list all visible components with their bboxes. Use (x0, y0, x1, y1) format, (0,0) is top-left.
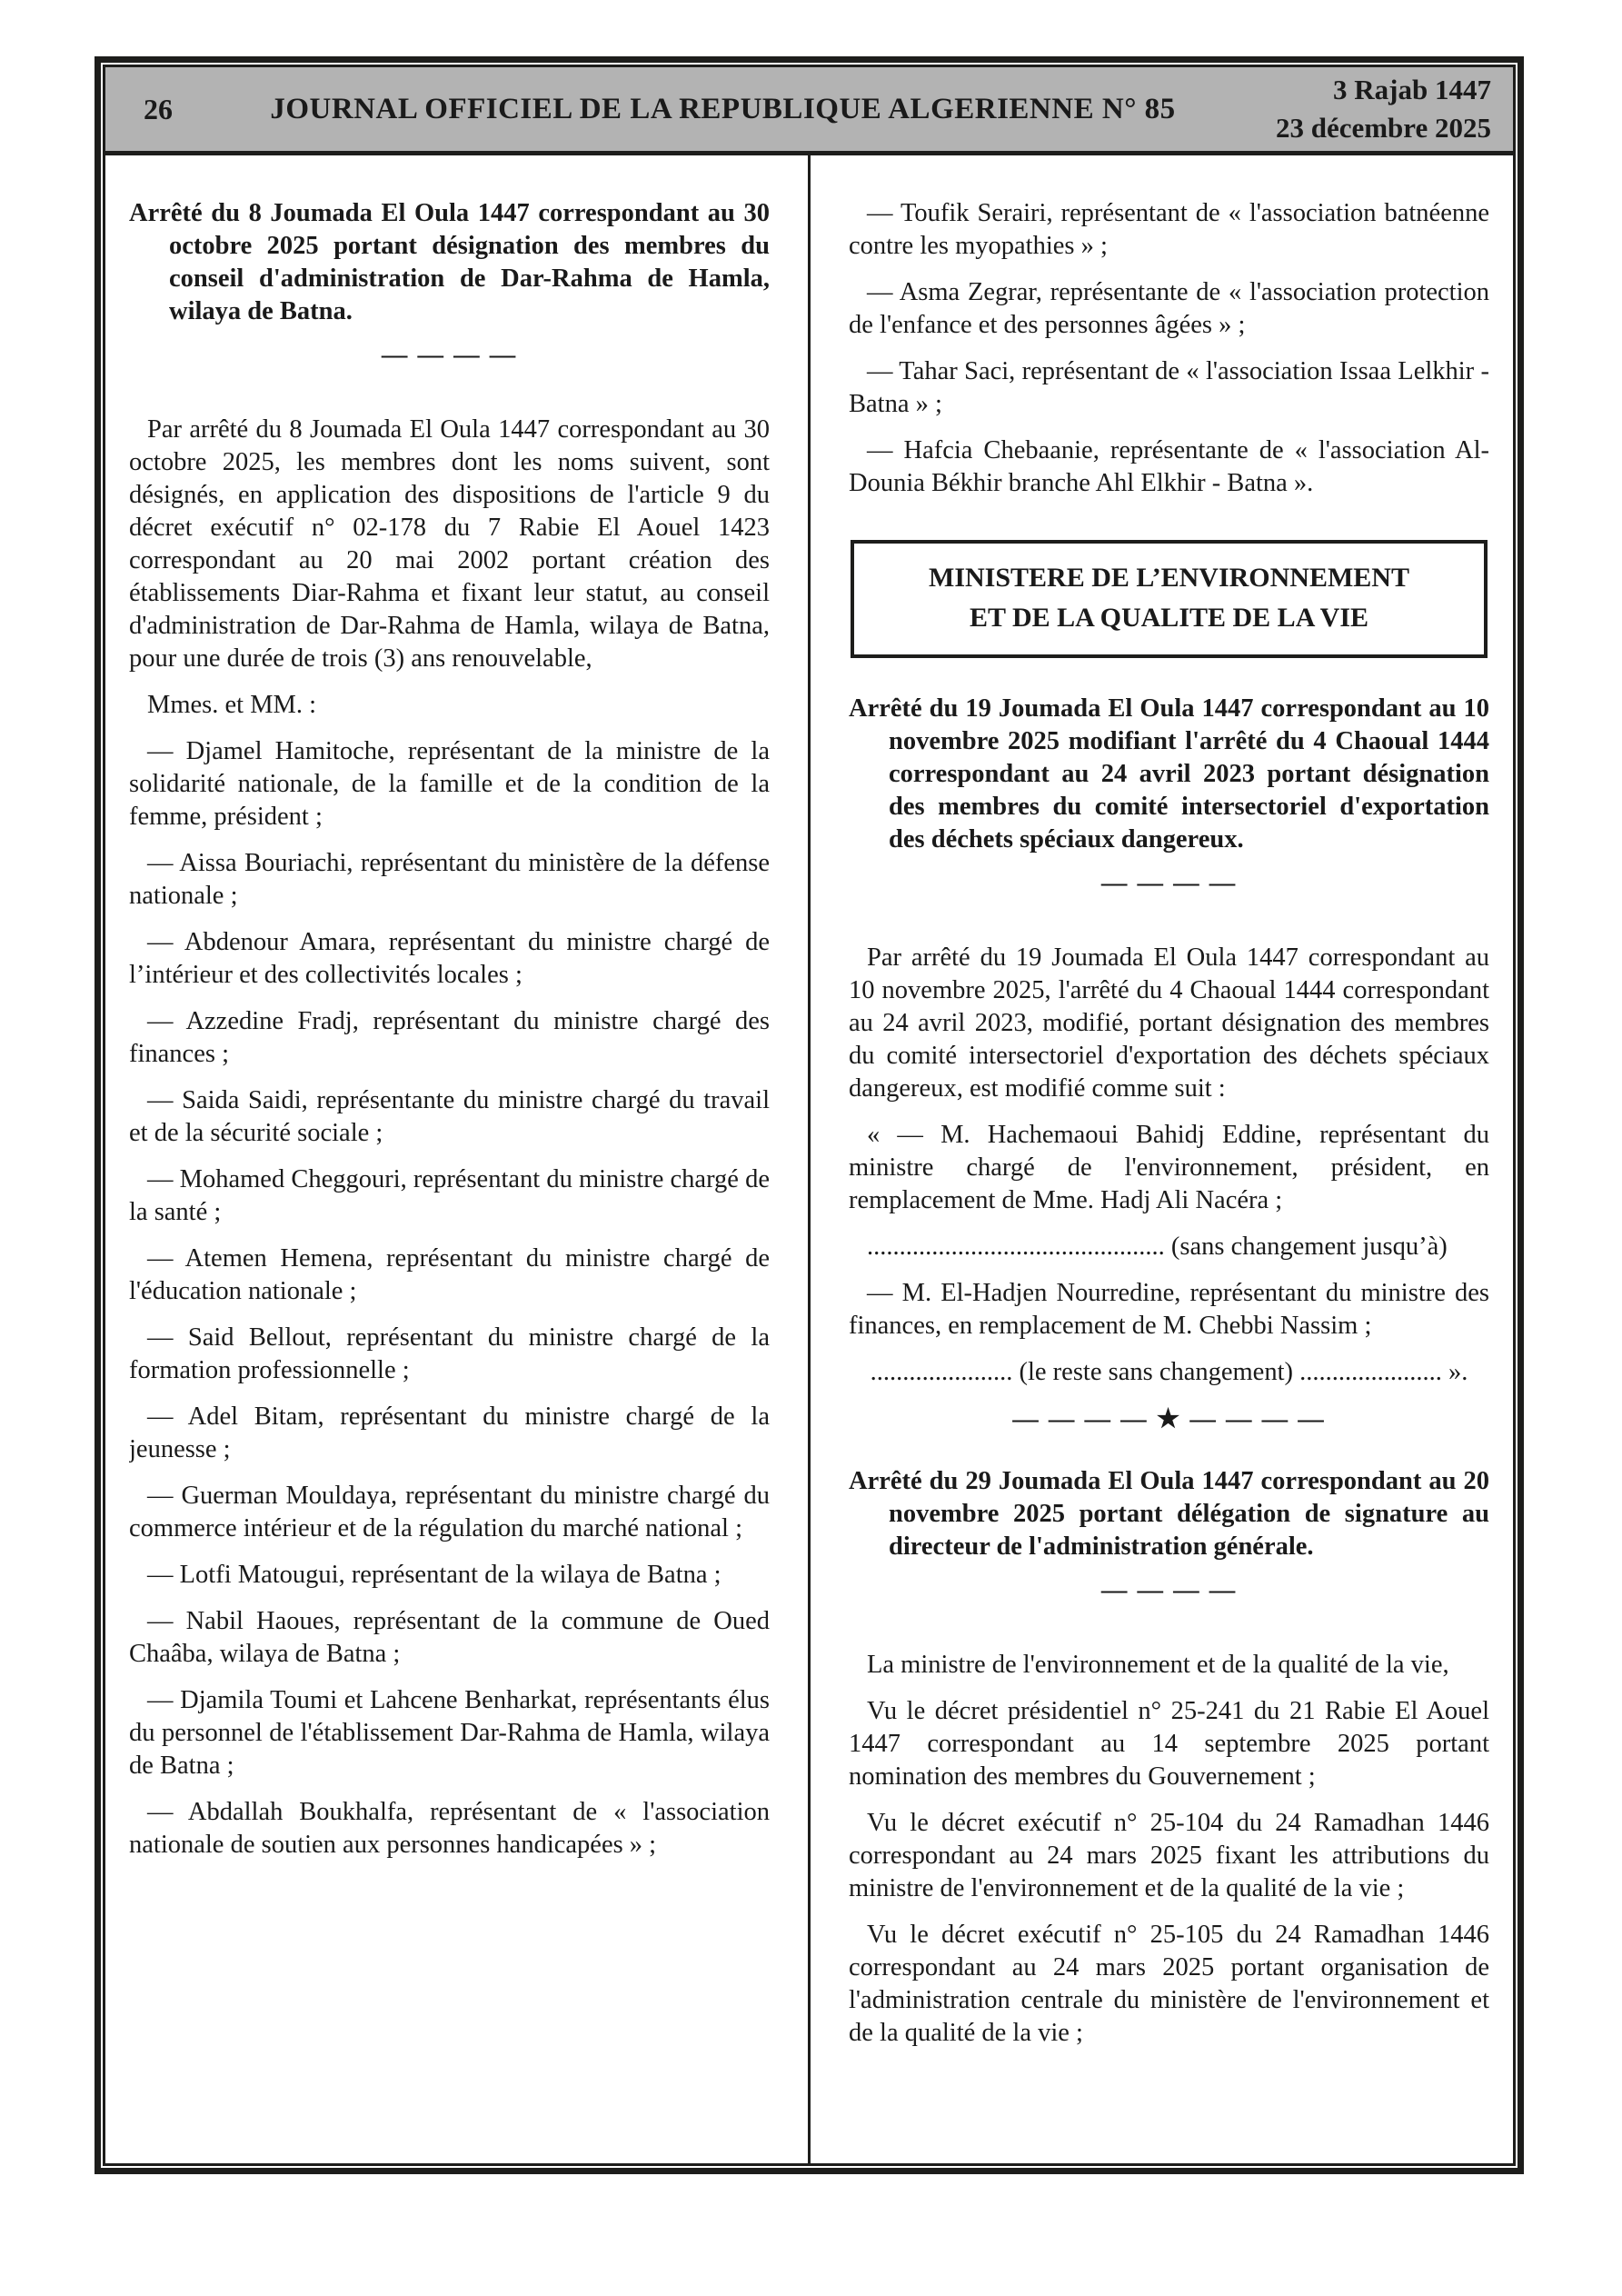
list-item: — Adel Bitam, représentant du ministre chargé de la jeunesse ; (129, 1403, 770, 1463)
arrete-title: Arrêté du 8 Joumada El Oula 1447 correspondant au 30 octobre 2025 portant désignation des membres du conseil d'administration de Dar-Rahma de Hamla, wilaya de Batna. (129, 199, 770, 325)
paragraph: Par arrêté du 8 Joumada El Oula 1447 correspondant au 30 octobre 2025, les membres dont les noms suivent, sont désignés, en application des dispositions de l'article 9 du décret exécutif n° 02-178 du 7 Rabie El Aouel 1423 correspondant au 20 mai 2002 portant création des établissements Diar-Rahma et fixant leur statut, au conseil d'administration de Dar-Rahma de Hamla, wilaya de Batna, pour une durée de trois (3) ans renouvelable, (129, 415, 770, 673)
arrete-title: Arrêté du 29 Joumada El Oula 1447 correspondant au 20 novembre 2025 portant délégation de signature au directeur de l'administration générale. (849, 1467, 1489, 1561)
dash-separator: — — — — (1100, 869, 1238, 897)
date-gregorian: 23 décembre 2025 (1275, 112, 1491, 144)
page-number: 26 (144, 92, 173, 125)
page-inner-border (103, 65, 1516, 2166)
paragraph: « — M. Hachemaoui Bahidj Eddine, représentant du ministre chargé de l'environnement, président, en remplacement de Mme. Hadj Ali Nacéra ; (849, 1121, 1489, 1214)
list-item: — Said Bellout, représentant du ministre chargé de la formation professionnelle ; (129, 1323, 770, 1384)
ministry-heading-line1: MINISTERE DE L’ENVIRONNEMENT (929, 563, 1409, 593)
paragraph: Mmes. et MM. : (147, 691, 317, 719)
date-hijri: 3 Rajab 1447 (1333, 74, 1491, 105)
ellipsis-line: .............................................. (sans changement jusqu’à) (867, 1233, 1448, 1261)
arrete-title: Arrêté du 19 Joumada El Oula 1447 correspondant au 10 novembre 2025 modifiant l'arrêté du 4 Chaoual 1444 correspondant au 24 avril 2023 portant désignation des membres du comité intersectoriel d'exportation des déchets spéciaux dangereux. (849, 694, 1489, 854)
list-item: — Asma Zegrar, représentante de « l'association protection de l'enfance et des personnes âgées » ; (849, 278, 1489, 339)
list-item: — Djamel Hamitoche, représentant de la ministre de la solidarité nationale, de la famille et de la condition de la femme, président ; (129, 737, 770, 831)
content-area (105, 155, 1513, 2163)
list-item: — Hafcia Chebaanie, représentante de « l'association Al-Dounia Békhir branche Ahl Elkhir - Batna ». (849, 436, 1489, 497)
list-item: — Abdallah Boukhalfa, représentant de « l'association nationale de soutien aux personnes handicapées » ; (129, 1798, 770, 1859)
list-item: — M. El-Hadjen Nourredine, représentant du ministre des finances, en remplacement de M. Chebbi Nassim ; (849, 1279, 1489, 1340)
page-outer-border (95, 56, 1524, 2174)
dash-separator: — — — — (381, 341, 518, 369)
column-divider (808, 155, 811, 2163)
star-separator: — — — — ★ — — — — (1012, 1405, 1326, 1433)
list-item: — Saida Saidi, représentante du ministre chargé du travail et de la sécurité sociale ; (129, 1086, 770, 1147)
ministry-heading-line2: ET DE LA QUALITE DE LA VIE (969, 603, 1369, 633)
list-item: — Azzedine Fradj, représentant du ministre chargé des finances ; (129, 1007, 770, 1068)
list-item: — Abdenour Amara, représentant du ministre chargé de l’intérieur et des collectivités locales ; (129, 928, 770, 989)
list-item: — Nabil Haoues, représentant de la commune de Oued Chaâba, wilaya de Batna ; (129, 1607, 770, 1668)
paragraph: Vu le décret exécutif n° 25-104 du 24 Ramadhan 1446 correspondant au 24 mars 2025 fixant les attributions du ministre de l'environnement et de la qualité de la vie ; (849, 1809, 1489, 1902)
header-dates (1204, 71, 1513, 147)
list-item: — Tahar Saci, représentant de « l'association Issaa Lelkhir - Batna » ; (849, 357, 1489, 418)
list-item: — Lotfi Matougui, représentant de la wilaya de Batna ; (147, 1561, 721, 1589)
header-band (105, 67, 1513, 155)
paragraph: Vu le décret exécutif n° 25-105 du 24 Ramadhan 1446 correspondant au 24 mars 2025 portant organisation de l'administration centrale du ministère de l'environnement et de la qualité de la vie ; (849, 1921, 1489, 2047)
paragraph: La ministre de l'environnement et de la qualité de la vie, (867, 1651, 1449, 1679)
left-column (129, 155, 770, 2163)
paragraph: Vu le décret présidentiel n° 25-241 du 21 Rabie El Aouel 1447 correspondant au 14 septembre 2025 portant nomination des membres du Gouvernement ; (849, 1697, 1489, 1791)
journal-title: JOURNAL OFFICIEL DE LA REPUBLIQUE ALGERIENNE N° 85 (270, 92, 1176, 125)
list-item: — Mohamed Cheggouri, représentant du ministre chargé de la santé ; (129, 1165, 770, 1226)
list-item: — Atemen Hemena, représentant du ministre chargé de l'éducation nationale ; (129, 1244, 770, 1305)
ellipsis-line: ...................... (le reste sans changement) ...................... ». (870, 1358, 1468, 1386)
ministry-section-heading (851, 540, 1488, 658)
list-item: — Aissa Bouriachi, représentant du ministère de la défense nationale ; (129, 849, 770, 910)
list-item: — Djamila Toumi et Lahcene Benharkat, représentants élus du personnel de l'établissement Dar-Rahma de Hamla, wilaya de Batna ; (129, 1686, 770, 1780)
dash-separator: — — — — (1100, 1576, 1238, 1604)
list-item: — Toufik Serairi, représentant de « l'association batnéenne contre les myopathies » ; (849, 199, 1489, 260)
list-item: — Guerman Mouldaya, représentant du ministre chargé du commerce intérieur et de la régulation du marché national ; (129, 1482, 770, 1542)
right-column (849, 155, 1489, 2163)
paragraph: Par arrêté du 19 Joumada El Oula 1447 correspondant au 10 novembre 2025, l'arrêté du 4 Chaoual 1444 correspondant au 24 avril 2023, modifié, portant désignation des membres du comité intersectoriel d'exportation des déchets spéciaux dangereux, est modifié comme suit : (849, 943, 1489, 1103)
